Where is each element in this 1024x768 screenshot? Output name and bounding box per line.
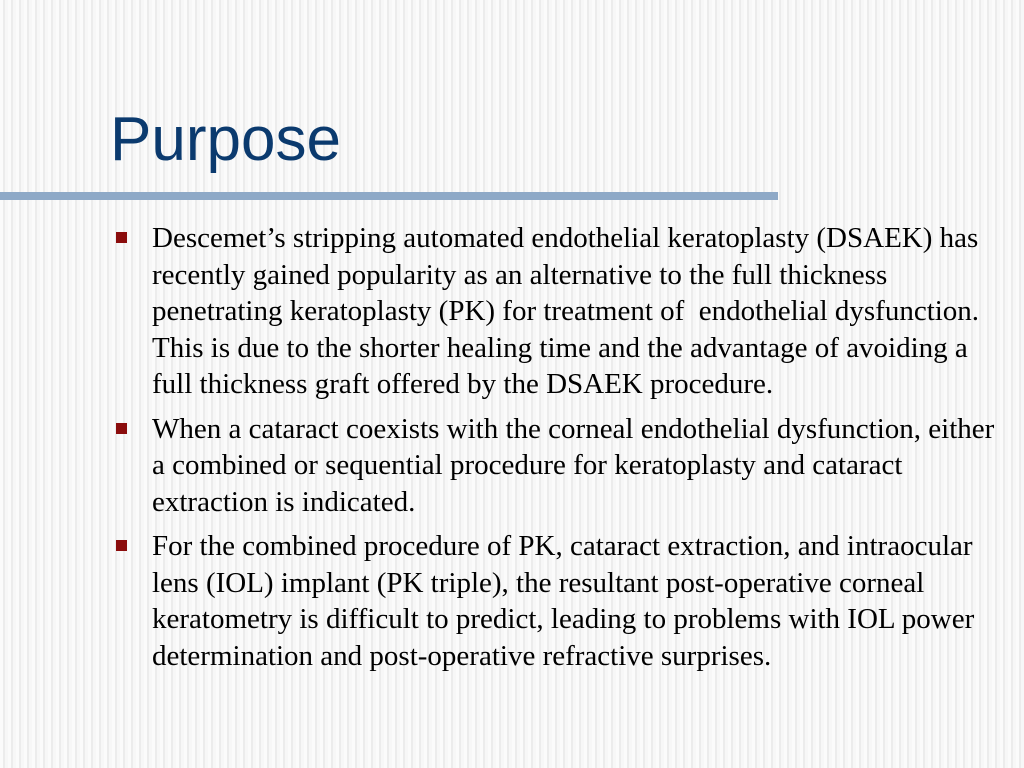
slide-title: Purpose <box>110 105 341 174</box>
bullet-text: For the combined procedure of PK, cataract extraction, and intraocular lens (IOL) implant (PK triple), the resultant post-operative corneal keratometry is difficult to predict, leading to problems with IOL power determination and post-operative refractive surprises. <box>152 530 982 672</box>
square-bullet-icon <box>116 540 127 551</box>
bullet-list <box>110 220 1010 682</box>
bullet-item <box>110 220 1010 403</box>
bullet-text: When a cataract coexists with the corneal endothelial dysfunction, either a combined or sequential procedure for keratoplasty and cataract extraction is indicated. <box>152 412 1002 518</box>
title-divider <box>0 192 778 200</box>
square-bullet-icon <box>116 423 127 434</box>
bullet-item <box>110 528 1010 674</box>
bullet-item <box>110 411 1010 521</box>
bullet-text: Descemet’s stripping automated endothelial keratoplasty (DSAEK) has recently gained popularity as an alternative to the full thickness penetrating keratoplasty (PK) for treatment of endothelial dysfunction. This is due to the shorter healing time and the advantage of avoiding a full thickness graft offered by the DSAEK procedure. <box>152 222 986 400</box>
square-bullet-icon <box>116 232 127 243</box>
